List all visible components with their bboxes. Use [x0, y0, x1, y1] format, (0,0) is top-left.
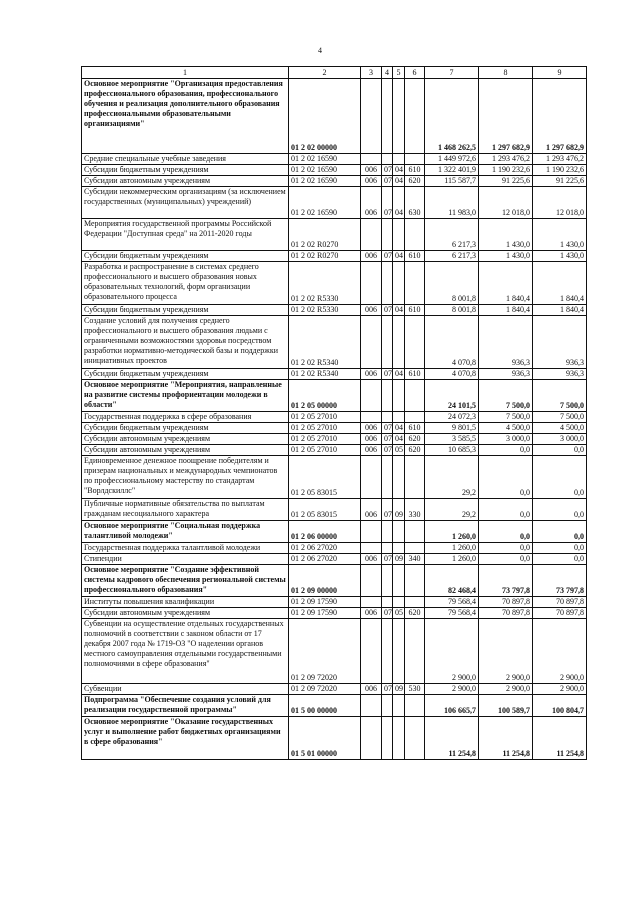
department-code	[361, 154, 382, 165]
table-row	[82, 619, 587, 684]
amount-col-7: 29,2	[425, 499, 479, 521]
section-code: 07	[382, 445, 393, 456]
subsection-code	[393, 717, 405, 760]
table-row	[82, 499, 587, 521]
section-code: 07	[382, 305, 393, 316]
section-code	[382, 154, 393, 165]
amount-col-7: 79 568,4	[425, 608, 479, 619]
expense-type-code	[405, 619, 425, 684]
subsection-code	[393, 565, 405, 597]
amount-col-8: 11 254,8	[479, 717, 533, 760]
table-row	[82, 554, 587, 565]
amount-col-9: 100 804,7	[533, 695, 587, 717]
subsection-code: 04	[393, 176, 405, 187]
department-code: 006	[361, 423, 382, 434]
table-row	[82, 380, 587, 412]
table-row	[82, 262, 587, 305]
subsection-code	[393, 597, 405, 608]
table-row	[82, 251, 587, 262]
row-name: Создание условий для получения среднего профессионального и высшего образования людьми с ограниченными возможностями здоровья посредством разработки нормативно-методической базы и поддержки инициативных проектов	[82, 316, 289, 369]
section-code	[382, 316, 393, 369]
amount-col-9: 11 254,8	[533, 717, 587, 760]
budget-code: 01 2 02 R5330	[289, 305, 361, 316]
amount-col-9: 0,0	[533, 554, 587, 565]
amount-col-7: 115 587,7	[425, 176, 479, 187]
amount-col-7: 10 685,3	[425, 445, 479, 456]
amount-col-8: 936,3	[479, 316, 533, 369]
department-code	[361, 219, 382, 251]
expense-type-code	[405, 412, 425, 423]
row-name: Субсидии некоммерческим организациям (за исключением государственных (муниципальных) учреждений)	[82, 187, 289, 219]
amount-col-7: 6 217,3	[425, 251, 479, 262]
budget-code: 01 2 09 72020	[289, 684, 361, 695]
amount-col-7: 4 070,8	[425, 316, 479, 369]
budget-code: 01 2 09 72020	[289, 619, 361, 684]
section-code: 07	[382, 369, 393, 380]
budget-code: 01 2 09 17590	[289, 597, 361, 608]
table-row	[82, 608, 587, 619]
row-name: Публичные нормативные обязательства по выплатам гражданам несоциального характера	[82, 499, 289, 521]
budget-code: 01 2 09 00000	[289, 565, 361, 597]
amount-col-9: 1 190 232,6	[533, 165, 587, 176]
amount-col-7: 11 983,0	[425, 187, 479, 219]
amount-col-7: 1 260,0	[425, 554, 479, 565]
department-code	[361, 619, 382, 684]
amount-col-9: 70 897,8	[533, 608, 587, 619]
amount-col-7: 24 072,3	[425, 412, 479, 423]
row-name: Государственная поддержка в сфере образования	[82, 412, 289, 423]
section-code: 07	[382, 251, 393, 262]
amount-col-8: 7 500,0	[479, 380, 533, 412]
section-code	[382, 619, 393, 684]
budget-code: 01 2 05 00000	[289, 380, 361, 412]
department-code	[361, 380, 382, 412]
subsection-code: 04	[393, 369, 405, 380]
expense-type-code	[405, 521, 425, 543]
amount-col-7: 24 101,5	[425, 380, 479, 412]
section-code: 07	[382, 608, 393, 619]
expense-type-code: 620	[405, 445, 425, 456]
budget-code: 01 2 05 27010	[289, 423, 361, 434]
budget-code: 01 2 02 R0270	[289, 251, 361, 262]
row-name: Основное мероприятие "Мероприятия, направленные на развитие системы профориентации молодежи в области"	[82, 380, 289, 412]
amount-col-9: 0,0	[533, 543, 587, 554]
budget-table	[81, 66, 587, 760]
table-row	[82, 521, 587, 543]
subsection-code: 05	[393, 445, 405, 456]
budget-code: 01 5 01 00000	[289, 717, 361, 760]
amount-col-8: 0,0	[479, 456, 533, 499]
section-code	[382, 543, 393, 554]
amount-col-7: 1 449 972,6	[425, 154, 479, 165]
row-name: Субсидии бюджетным учреждениям	[82, 251, 289, 262]
row-name: Основное мероприятие "Организация предоставления профессионального образования, профессионального обучения и реализация дополнительного образования профессиональными образовательными организациями"	[82, 79, 289, 154]
row-name: Единовременное денежное поощрение победителям и призерам национальных и международных чемпионатов по профессиональному мастерству по стандартам "Ворлдскиллс"	[82, 456, 289, 499]
row-name: Институты повышения квалификации	[82, 597, 289, 608]
budget-code: 01 2 06 27020	[289, 543, 361, 554]
table-row	[82, 434, 587, 445]
expense-type-code	[405, 79, 425, 154]
col-header: 5	[393, 67, 405, 79]
expense-type-code: 330	[405, 499, 425, 521]
subsection-code	[393, 521, 405, 543]
department-code: 006	[361, 369, 382, 380]
amount-col-7: 1 260,0	[425, 521, 479, 543]
amount-col-9: 0,0	[533, 521, 587, 543]
subsection-code: 04	[393, 251, 405, 262]
budget-code: 01 2 09 17590	[289, 608, 361, 619]
amount-col-8: 70 897,8	[479, 608, 533, 619]
table-row	[82, 305, 587, 316]
table-row	[82, 369, 587, 380]
subsection-code	[393, 79, 405, 154]
table-row	[82, 543, 587, 554]
subsection-code: 09	[393, 554, 405, 565]
amount-col-8: 1 430,0	[479, 251, 533, 262]
expense-type-code: 610	[405, 165, 425, 176]
expense-type-code: 340	[405, 554, 425, 565]
subsection-code: 04	[393, 423, 405, 434]
amount-col-8: 2 900,0	[479, 684, 533, 695]
department-code	[361, 565, 382, 597]
amount-col-9: 0,0	[533, 445, 587, 456]
amount-col-8: 1 293 476,2	[479, 154, 533, 165]
expense-type-code	[405, 316, 425, 369]
department-code	[361, 262, 382, 305]
amount-col-9: 1 430,0	[533, 251, 587, 262]
expense-type-code	[405, 565, 425, 597]
subsection-code: 04	[393, 434, 405, 445]
department-code	[361, 597, 382, 608]
expense-type-code: 610	[405, 251, 425, 262]
expense-type-code: 620	[405, 176, 425, 187]
section-code: 07	[382, 187, 393, 219]
amount-col-7: 2 900,0	[425, 619, 479, 684]
budget-code: 01 5 00 00000	[289, 695, 361, 717]
subsection-code	[393, 219, 405, 251]
col-header: 6	[405, 67, 425, 79]
budget-code: 01 2 02 R5330	[289, 262, 361, 305]
subsection-code: 05	[393, 608, 405, 619]
department-code	[361, 456, 382, 499]
section-code	[382, 597, 393, 608]
department-code	[361, 695, 382, 717]
budget-code: 01 2 02 00000	[289, 79, 361, 154]
section-code	[382, 219, 393, 251]
amount-col-8: 0,0	[479, 445, 533, 456]
col-header: 3	[361, 67, 382, 79]
amount-col-7: 2 900,0	[425, 684, 479, 695]
department-code: 006	[361, 251, 382, 262]
expense-type-code: 620	[405, 608, 425, 619]
department-code	[361, 521, 382, 543]
section-code: 07	[382, 554, 393, 565]
amount-col-9: 70 897,8	[533, 597, 587, 608]
amount-col-8: 12 018,0	[479, 187, 533, 219]
amount-col-8: 1 430,0	[479, 219, 533, 251]
expense-type-code: 610	[405, 369, 425, 380]
expense-type-code: 530	[405, 684, 425, 695]
amount-col-9: 91 225,6	[533, 176, 587, 187]
row-name: Субсидии бюджетным учреждениям	[82, 423, 289, 434]
amount-col-8: 7 500,0	[479, 412, 533, 423]
col-header: 4	[382, 67, 393, 79]
amount-col-8: 2 900,0	[479, 619, 533, 684]
row-name: Субсидии бюджетным учреждениям	[82, 165, 289, 176]
budget-code: 01 2 06 27020	[289, 554, 361, 565]
department-code: 006	[361, 305, 382, 316]
budget-code: 01 2 06 00000	[289, 521, 361, 543]
expense-type-code	[405, 543, 425, 554]
table-row	[82, 176, 587, 187]
subsection-code	[393, 412, 405, 423]
department-code: 006	[361, 434, 382, 445]
department-code: 006	[361, 499, 382, 521]
page-number: 4	[318, 46, 322, 55]
department-code	[361, 412, 382, 423]
section-code	[382, 262, 393, 305]
department-code	[361, 543, 382, 554]
expense-type-code	[405, 456, 425, 499]
amount-col-7: 79 568,4	[425, 597, 479, 608]
row-name: Субсидии автономным учреждениям	[82, 434, 289, 445]
amount-col-7: 29,2	[425, 456, 479, 499]
section-code	[382, 695, 393, 717]
amount-col-9: 12 018,0	[533, 187, 587, 219]
amount-col-7: 4 070,8	[425, 369, 479, 380]
subsection-code	[393, 316, 405, 369]
table-row	[82, 695, 587, 717]
budget-code: 01 2 02 R0270	[289, 219, 361, 251]
expense-type-code: 620	[405, 434, 425, 445]
amount-col-9: 2 900,0	[533, 684, 587, 695]
row-name: Средние специальные учебные заведения	[82, 154, 289, 165]
row-name: Субвенции на осуществление отдельных государственных полномочий в соответствии с законом области от 17 декабря 2007 года № 1719-ОЗ "О наделении органов местного самоуправления отдельными государственными полномочиями в сфере образования"	[82, 619, 289, 684]
section-code: 07	[382, 434, 393, 445]
amount-col-8: 73 797,8	[479, 565, 533, 597]
amount-col-8: 70 897,8	[479, 597, 533, 608]
amount-col-8: 91 225,6	[479, 176, 533, 187]
table-row	[82, 165, 587, 176]
row-name: Субсидии автономным учреждениям	[82, 608, 289, 619]
section-code: 07	[382, 423, 393, 434]
table-row	[82, 445, 587, 456]
department-code	[361, 717, 382, 760]
row-name: Основное мероприятие "Создание эффективной системы кадрового обеспечения региональной системы профессионального образования"	[82, 565, 289, 597]
amount-col-7: 8 001,8	[425, 305, 479, 316]
section-code	[382, 565, 393, 597]
budget-code: 01 2 05 83015	[289, 456, 361, 499]
amount-col-9: 1 840,4	[533, 262, 587, 305]
budget-code: 01 2 02 16590	[289, 154, 361, 165]
amount-col-7: 11 254,8	[425, 717, 479, 760]
amount-col-9: 1 293 476,2	[533, 154, 587, 165]
amount-col-7: 106 665,7	[425, 695, 479, 717]
row-name: Государственная поддержка талантливой молодежи	[82, 543, 289, 554]
department-code	[361, 79, 382, 154]
amount-col-9: 4 500,0	[533, 423, 587, 434]
section-code	[382, 521, 393, 543]
amount-col-9: 7 500,0	[533, 412, 587, 423]
amount-col-7: 1 468 262,5	[425, 79, 479, 154]
budget-code: 01 2 02 16590	[289, 176, 361, 187]
amount-col-8: 936,3	[479, 369, 533, 380]
row-name: Мероприятия государственной программы Российской Федерации "Доступная среда" на 2011-2020 годы	[82, 219, 289, 251]
amount-col-8: 1 840,4	[479, 262, 533, 305]
table-row	[82, 684, 587, 695]
department-code: 006	[361, 445, 382, 456]
budget-code: 01 2 05 27010	[289, 412, 361, 423]
row-name: Подпрограмма "Обеспечение создания условий для реализации государственной программы"	[82, 695, 289, 717]
amount-col-7: 1 260,0	[425, 543, 479, 554]
subsection-code: 04	[393, 187, 405, 219]
budget-code: 01 2 02 R5340	[289, 316, 361, 369]
amount-col-7: 8 001,8	[425, 262, 479, 305]
table-row	[82, 717, 587, 760]
amount-col-9: 1 840,4	[533, 305, 587, 316]
department-code	[361, 316, 382, 369]
amount-col-8: 3 000,0	[479, 434, 533, 445]
table-row	[82, 187, 587, 219]
section-code	[382, 412, 393, 423]
department-code: 006	[361, 187, 382, 219]
amount-col-8: 1 297 682,9	[479, 79, 533, 154]
subsection-code: 04	[393, 305, 405, 316]
section-code	[382, 380, 393, 412]
subsection-code	[393, 154, 405, 165]
budget-code: 01 2 02 16590	[289, 187, 361, 219]
table-row	[82, 597, 587, 608]
budget-code: 01 2 05 83015	[289, 499, 361, 521]
table-header-row	[82, 67, 587, 79]
row-name: Субсидии бюджетным учреждениям	[82, 369, 289, 380]
amount-col-7: 3 585,5	[425, 434, 479, 445]
section-code: 07	[382, 684, 393, 695]
amount-col-9: 936,3	[533, 316, 587, 369]
table-row	[82, 316, 587, 369]
amount-col-8: 4 500,0	[479, 423, 533, 434]
row-name: Субвенции	[82, 684, 289, 695]
subsection-code: 09	[393, 684, 405, 695]
amount-col-8: 1 840,4	[479, 305, 533, 316]
amount-col-8: 0,0	[479, 521, 533, 543]
amount-col-7: 82 468,4	[425, 565, 479, 597]
amount-col-9: 1 430,0	[533, 219, 587, 251]
subsection-code	[393, 262, 405, 305]
section-code: 07	[382, 176, 393, 187]
expense-type-code	[405, 695, 425, 717]
col-header: 2	[289, 67, 361, 79]
amount-col-9: 7 500,0	[533, 380, 587, 412]
col-header: 9	[533, 67, 587, 79]
section-code: 07	[382, 165, 393, 176]
amount-col-9: 0,0	[533, 456, 587, 499]
row-name: Разработка и распространение в системах среднего профессионального и высшего образования новых образовательных технологий, форм организации образовательного процесса	[82, 262, 289, 305]
amount-col-9: 1 297 682,9	[533, 79, 587, 154]
amount-col-8: 1 190 232,6	[479, 165, 533, 176]
amount-col-8: 0,0	[479, 554, 533, 565]
expense-type-code: 610	[405, 305, 425, 316]
section-code: 07	[382, 499, 393, 521]
expense-type-code	[405, 262, 425, 305]
col-header: 7	[425, 67, 479, 79]
amount-col-7: 1 322 401,9	[425, 165, 479, 176]
subsection-code	[393, 695, 405, 717]
amount-col-9: 2 900,0	[533, 619, 587, 684]
department-code: 006	[361, 684, 382, 695]
row-name: Основное мероприятие "Социальная поддержка талантливой молодежи"	[82, 521, 289, 543]
table-row	[82, 79, 587, 154]
table-row	[82, 423, 587, 434]
amount-col-9: 73 797,8	[533, 565, 587, 597]
expense-type-code: 630	[405, 187, 425, 219]
department-code: 006	[361, 176, 382, 187]
amount-col-9: 0,0	[533, 499, 587, 521]
budget-code: 01 2 05 27010	[289, 434, 361, 445]
expense-type-code	[405, 219, 425, 251]
department-code: 006	[361, 608, 382, 619]
subsection-code	[393, 543, 405, 554]
row-name: Основное мероприятие "Оказание государственных услуг и выполнение работ бюджетных организациями в сфере образования"	[82, 717, 289, 760]
amount-col-9: 936,3	[533, 369, 587, 380]
table-row	[82, 412, 587, 423]
subsection-code: 09	[393, 499, 405, 521]
amount-col-9: 3 000,0	[533, 434, 587, 445]
row-name: Субсидии бюджетным учреждениям	[82, 305, 289, 316]
expense-type-code	[405, 717, 425, 760]
expense-type-code	[405, 597, 425, 608]
amount-col-7: 9 801,5	[425, 423, 479, 434]
col-header: 8	[479, 67, 533, 79]
table-row	[82, 154, 587, 165]
subsection-code: 04	[393, 165, 405, 176]
subsection-code	[393, 380, 405, 412]
expense-type-code: 610	[405, 423, 425, 434]
amount-col-8: 100 589,7	[479, 695, 533, 717]
budget-code: 01 2 02 16590	[289, 165, 361, 176]
table-row	[82, 565, 587, 597]
row-name: Субсидии автономным учреждениям	[82, 176, 289, 187]
expense-type-code	[405, 154, 425, 165]
section-code	[382, 456, 393, 499]
amount-col-7: 6 217,3	[425, 219, 479, 251]
row-name: Субсидии автономным учреждениям	[82, 445, 289, 456]
subsection-code	[393, 619, 405, 684]
subsection-code	[393, 456, 405, 499]
amount-col-8: 0,0	[479, 543, 533, 554]
expense-type-code	[405, 380, 425, 412]
budget-code: 01 2 05 27010	[289, 445, 361, 456]
department-code: 006	[361, 554, 382, 565]
row-name: Стипендии	[82, 554, 289, 565]
budget-code: 01 2 02 R5340	[289, 369, 361, 380]
table-row	[82, 219, 587, 251]
department-code: 006	[361, 165, 382, 176]
section-code	[382, 79, 393, 154]
amount-col-8: 0,0	[479, 499, 533, 521]
table-row	[82, 456, 587, 499]
section-code	[382, 717, 393, 760]
col-header: 1	[82, 67, 289, 79]
